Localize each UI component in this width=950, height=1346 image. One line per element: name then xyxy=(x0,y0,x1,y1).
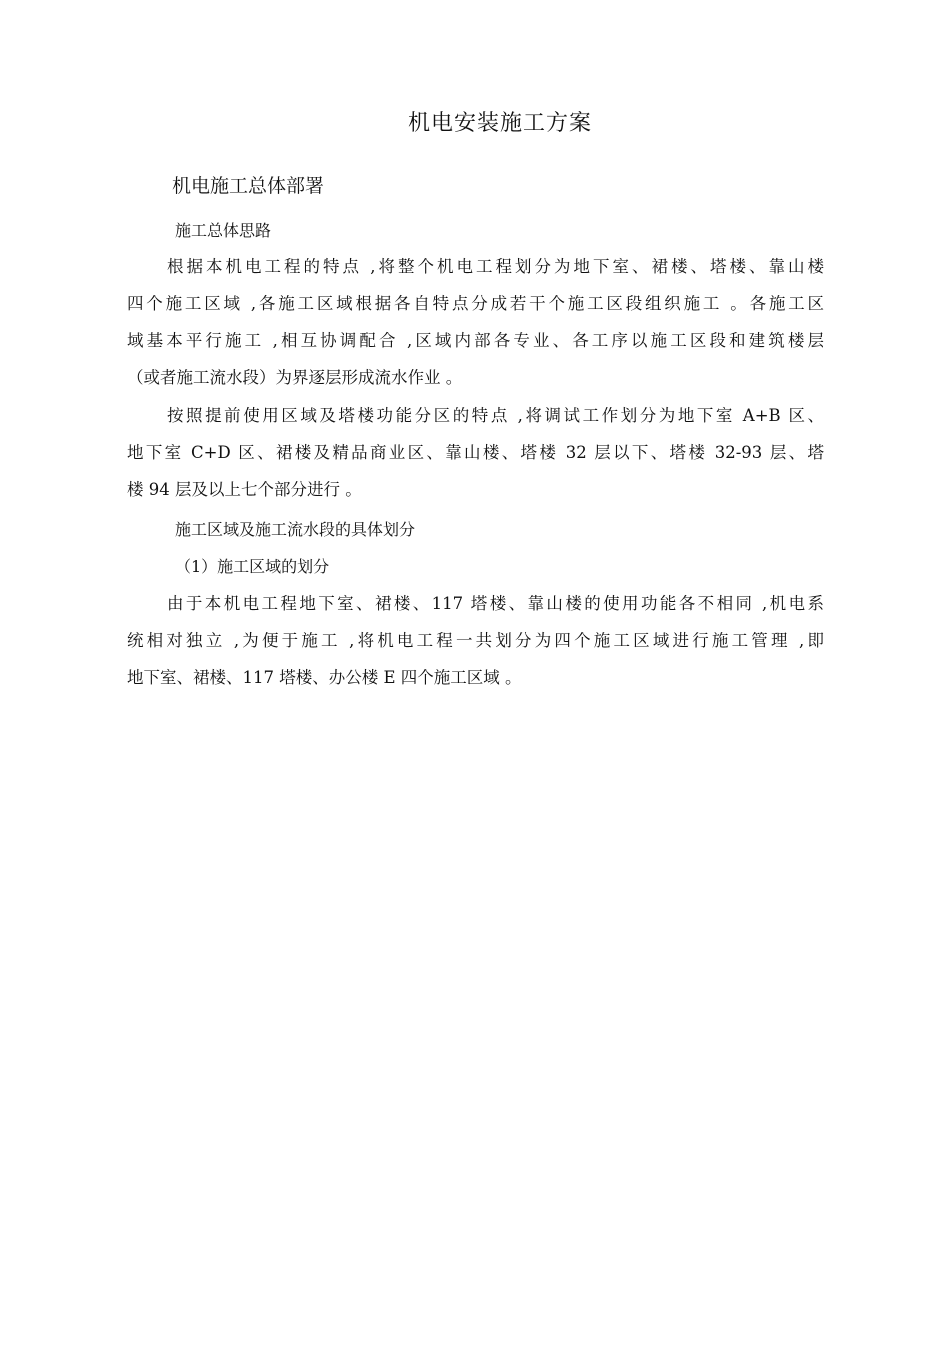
paragraph-line: 四个施工区域 ,各施工区域根据各自特点分成若干个施工区段组织施工 。各施工区 xyxy=(127,294,824,313)
paragraph-line: 地下室 C+D 区、裙楼及精品商业区、靠山楼、塔楼 32 层以下、塔楼 32-93 层、塔 xyxy=(127,443,824,462)
section-heading: 机电施工总体部署 xyxy=(172,175,325,197)
paragraph-line: 楼 94 层及以上七个部分进行 。 xyxy=(127,480,362,499)
subsection-heading-zones: 施工区域及施工流水段的具体划分 xyxy=(175,520,416,539)
paragraph-line: 地下室、裙楼、117 塔楼、办公楼 E 四个施工区域 。 xyxy=(127,668,522,687)
paragraph-zone-division xyxy=(127,585,824,696)
paragraph-line: 根据本机电工程的特点 ,将整个机电工程划分为地下室、裙楼、塔楼、靠山楼 xyxy=(167,257,824,276)
paragraph-line: 域基本平行施工 ,相互协调配合 ,区域内部各专业、各工序以施工区段和建筑楼层 xyxy=(127,331,824,350)
paragraph-line: 由于本机电工程地下室、裙楼、117 塔楼、靠山楼的使用功能各不相同 ,机电系 xyxy=(167,594,824,613)
paragraph-overall-approach xyxy=(127,248,824,396)
subsection-heading-approach: 施工总体思路 xyxy=(175,221,272,240)
paragraph-line: 统相对独立 ,为便于施工 ,将机电工程一共划分为四个施工区域进行施工管理 ,即 xyxy=(127,631,824,650)
item-heading-zone-division: （1）施工区域的划分 xyxy=(175,557,330,576)
paragraph-line: 按照提前使用区域及塔楼功能分区的特点 ,将调试工作划分为地下室 A+B 区、 xyxy=(167,406,824,425)
paragraph-line: （或者施工流水段）为界逐层形成流水作业 。 xyxy=(127,368,463,387)
paragraph-commissioning-division xyxy=(127,397,824,508)
document-title: 机电安装施工方案 xyxy=(407,111,592,136)
